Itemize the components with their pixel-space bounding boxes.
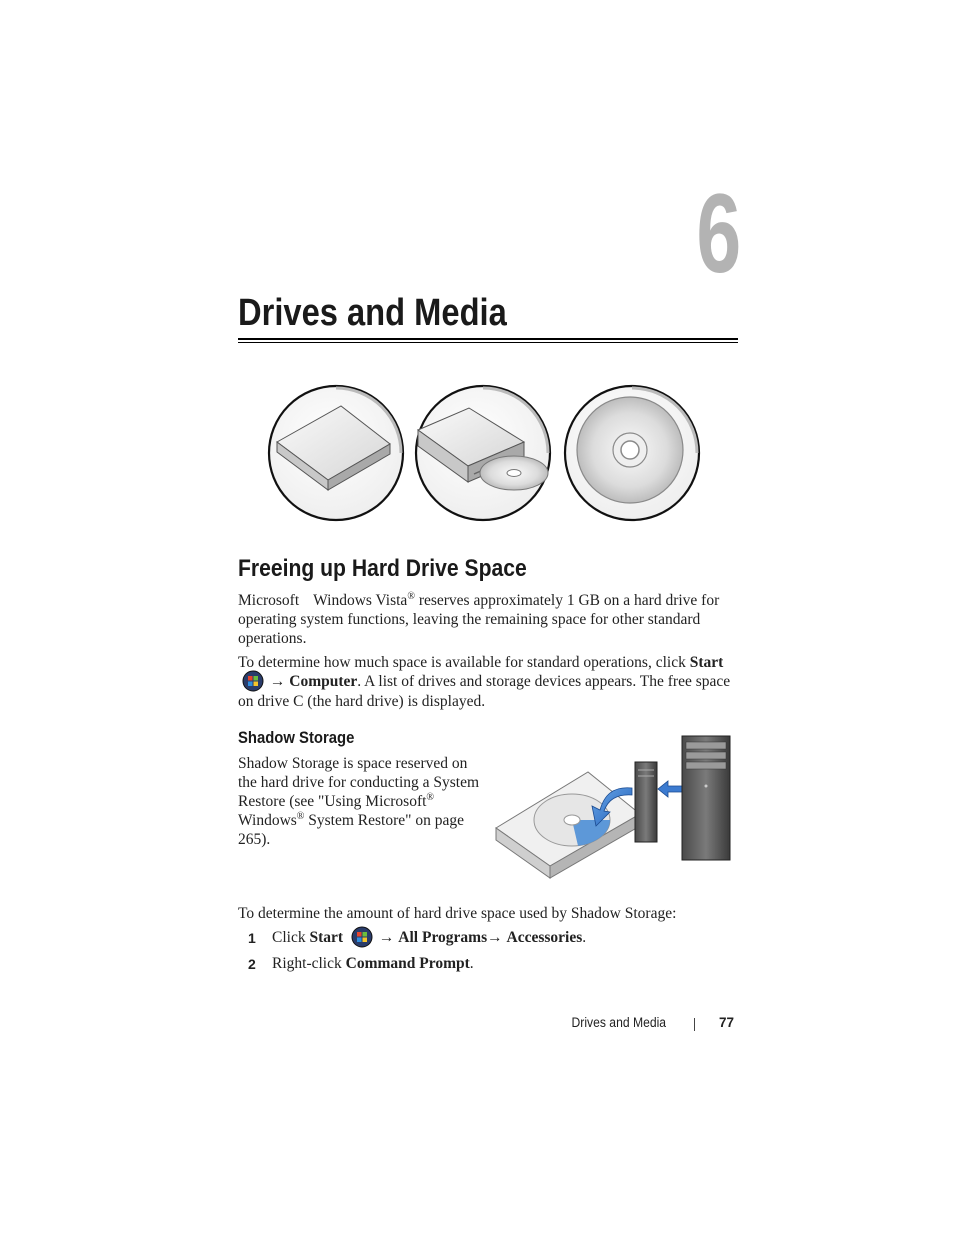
paragraph-vista-reserve: Microsoft Windows Vista® reserves approximately 1 GB on a hard drive for operating system functions, leaving the remaining space for other standard operations. (238, 590, 720, 647)
windows-start-icon (242, 670, 264, 692)
step-number: 2 (248, 956, 256, 972)
optical-drive-icon (416, 386, 550, 520)
page-footer (560, 1015, 738, 1035)
footer-chapter-label: Drives and Media (571, 1015, 666, 1030)
windows-start-icon (351, 926, 373, 948)
chapter-number: 6 (696, 171, 742, 296)
step-text: Right-click Command Prompt. (272, 955, 474, 972)
shadow-storage-illustration (492, 732, 738, 882)
paragraph-shadow-intro: To determine the amount of hard drive space used by Shadow Storage: (238, 905, 677, 922)
disc-icon (565, 386, 699, 520)
shadow-storage-paragraph: Shadow Storage is space reserved on the hard drive for conducting a System Restore (see "Using Microsoft® Windows® System Restore" on page 265). (238, 755, 480, 848)
drive-media-icons (262, 380, 712, 528)
chapter-title: Drives and Media (238, 292, 507, 334)
hard-drive-icon (269, 386, 403, 520)
footer-separator (694, 1018, 695, 1031)
step-text: Click Start → All Programs→ Accessories. (272, 928, 586, 948)
page-number: 77 (718, 1015, 734, 1030)
title-rule-thick (238, 338, 738, 340)
paragraph-free-space: To determine how much space is available for standard operations, click Start → Computer. A list of drives and storage devices appears. The free space on drive C (the hard drive) is displayed. (238, 654, 731, 710)
shadow-storage-heading: Shadow Storage (238, 729, 355, 747)
title-rule-thin (238, 342, 738, 343)
section-heading: Freeing up Hard Drive Space (238, 555, 527, 582)
step-number: 1 (248, 930, 256, 946)
